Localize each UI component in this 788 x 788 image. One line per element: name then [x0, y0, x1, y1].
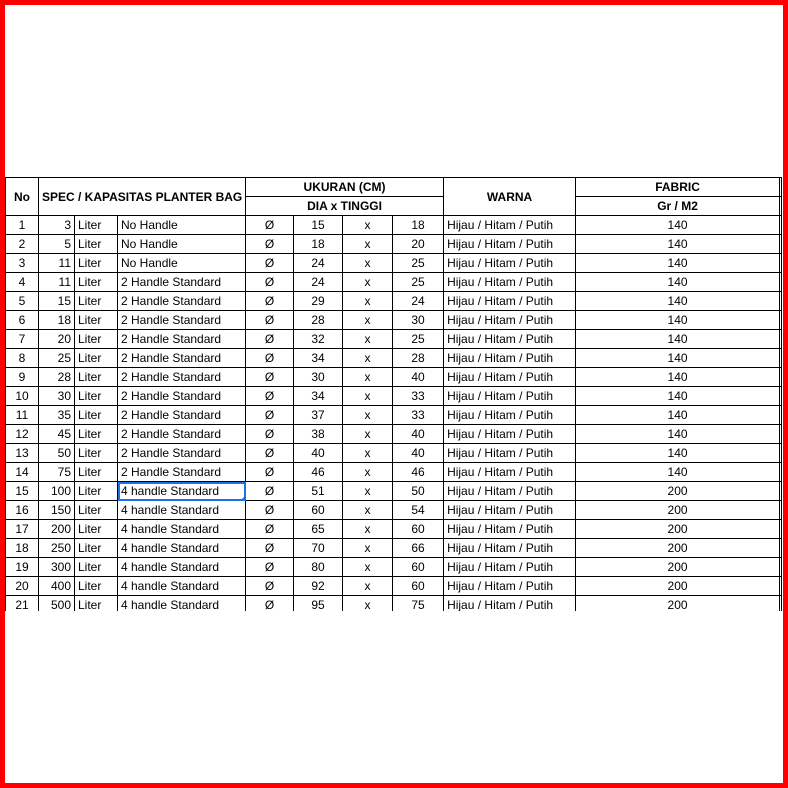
height-cell[interactable]: 50 — [393, 482, 444, 501]
extra-cell[interactable] — [780, 254, 782, 273]
handle-type-cell[interactable]: 4 handle Standard — [118, 558, 246, 577]
times-cell[interactable]: x — [343, 425, 393, 444]
handle-type-cell[interactable]: 2 Handle Standard — [118, 273, 246, 292]
unit-cell[interactable]: Liter — [75, 501, 118, 520]
handle-type-cell[interactable]: 2 Handle Standard — [118, 387, 246, 406]
color-cell[interactable]: Hijau / Hitam / Putih — [444, 311, 576, 330]
fabric-weight-cell[interactable]: 140 — [576, 406, 780, 425]
header-fabric[interactable]: FABRIC — [576, 178, 780, 197]
times-cell[interactable]: x — [343, 577, 393, 596]
diameter-cell[interactable]: 15 — [294, 216, 343, 235]
handle-type-cell[interactable]: No Handle — [118, 216, 246, 235]
times-cell[interactable]: x — [343, 444, 393, 463]
diameter-cell[interactable]: 60 — [294, 501, 343, 520]
unit-cell[interactable]: Liter — [75, 273, 118, 292]
color-cell[interactable]: Hijau / Hitam / Putih — [444, 273, 576, 292]
row-number-cell[interactable]: 11 — [6, 406, 39, 425]
table-row — [6, 444, 782, 463]
diameter-cell[interactable]: 28 — [294, 311, 343, 330]
handle-type-cell[interactable]: 2 Handle Standard — [118, 444, 246, 463]
fabric-weight-cell[interactable]: 200 — [576, 558, 780, 577]
table-row — [6, 235, 782, 254]
row-number-cell[interactable]: 6 — [6, 311, 39, 330]
color-cell[interactable]: Hijau / Hitam / Putih — [444, 501, 576, 520]
height-cell[interactable]: 54 — [393, 501, 444, 520]
diameter-cell[interactable]: 34 — [294, 349, 343, 368]
row-number-cell[interactable]: 15 — [6, 482, 39, 501]
capacity-cell[interactable]: 18 — [39, 311, 75, 330]
extra-cell[interactable] — [780, 444, 782, 463]
handle-type-cell[interactable]: 2 Handle Standard — [118, 368, 246, 387]
diameter-cell[interactable]: 32 — [294, 330, 343, 349]
times-cell[interactable]: x — [343, 387, 393, 406]
row-number-cell[interactable]: 16 — [6, 501, 39, 520]
unit-cell[interactable]: Liter — [75, 463, 118, 482]
fabric-weight-cell[interactable]: 140 — [576, 444, 780, 463]
diameter-cell[interactable]: 29 — [294, 292, 343, 311]
times-cell[interactable]: x — [343, 406, 393, 425]
unit-cell[interactable]: Liter — [75, 444, 118, 463]
unit-cell[interactable]: Liter — [75, 482, 118, 501]
table-row — [6, 463, 782, 482]
extra-cell[interactable] — [780, 501, 782, 520]
spreadsheet-area — [5, 177, 783, 611]
times-cell[interactable]: x — [343, 311, 393, 330]
header-extra-cell[interactable] — [780, 178, 782, 197]
diameter-cell[interactable]: 37 — [294, 406, 343, 425]
height-cell[interactable]: 60 — [393, 558, 444, 577]
handle-type-cell[interactable]: 2 Handle Standard — [118, 311, 246, 330]
handle-type-cell[interactable]: No Handle — [118, 235, 246, 254]
color-cell[interactable]: Hijau / Hitam / Putih — [444, 463, 576, 482]
times-cell[interactable]: x — [343, 501, 393, 520]
row-number-cell[interactable]: 7 — [6, 330, 39, 349]
row-number-cell[interactable]: 4 — [6, 273, 39, 292]
diameter-symbol-cell[interactable]: Ø — [246, 216, 294, 235]
extra-cell[interactable] — [780, 311, 782, 330]
capacity-cell[interactable]: 11 — [39, 273, 75, 292]
table-row — [6, 368, 782, 387]
times-cell[interactable]: x — [343, 216, 393, 235]
extra-cell[interactable] — [780, 273, 782, 292]
capacity-cell[interactable]: 300 — [39, 558, 75, 577]
color-cell[interactable]: Hijau / Hitam / Putih — [444, 558, 576, 577]
color-cell[interactable]: Hijau / Hitam / Putih — [444, 406, 576, 425]
capacity-cell[interactable]: 3 — [39, 216, 75, 235]
extra-cell[interactable] — [780, 292, 782, 311]
height-cell[interactable]: 46 — [393, 463, 444, 482]
height-cell[interactable]: 25 — [393, 273, 444, 292]
table-row — [6, 311, 782, 330]
unit-cell[interactable]: Liter — [75, 330, 118, 349]
capacity-cell[interactable]: 30 — [39, 387, 75, 406]
extra-cell[interactable] — [780, 577, 782, 596]
extra-cell[interactable] — [780, 558, 782, 577]
capacity-cell[interactable]: 28 — [39, 368, 75, 387]
diameter-symbol-cell[interactable]: Ø — [246, 235, 294, 254]
row-number-cell[interactable]: 17 — [6, 520, 39, 539]
times-cell[interactable]: x — [343, 292, 393, 311]
capacity-cell[interactable]: 100 — [39, 482, 75, 501]
table-row — [6, 539, 782, 558]
capacity-cell[interactable]: 150 — [39, 501, 75, 520]
row-number-cell[interactable]: 2 — [6, 235, 39, 254]
table-row — [6, 292, 782, 311]
fabric-weight-cell[interactable]: 200 — [576, 539, 780, 558]
row-number-cell[interactable]: 8 — [6, 349, 39, 368]
table-row — [6, 349, 782, 368]
height-cell[interactable]: 18 — [393, 216, 444, 235]
unit-cell[interactable]: Liter — [75, 292, 118, 311]
diameter-cell[interactable]: 65 — [294, 520, 343, 539]
times-cell[interactable]: x — [343, 539, 393, 558]
diameter-cell[interactable]: 51 — [294, 482, 343, 501]
unit-cell[interactable]: Liter — [75, 596, 118, 612]
color-cell[interactable]: Hijau / Hitam / Putih — [444, 254, 576, 273]
header-warna[interactable]: WARNA — [444, 178, 576, 216]
color-cell[interactable]: Hijau / Hitam / Putih — [444, 216, 576, 235]
times-cell[interactable]: x — [343, 463, 393, 482]
diameter-cell[interactable]: 24 — [294, 273, 343, 292]
times-cell[interactable]: x — [343, 596, 393, 612]
unit-cell[interactable]: Liter — [75, 368, 118, 387]
fabric-weight-cell[interactable]: 200 — [576, 520, 780, 539]
diameter-symbol-cell[interactable]: Ø — [246, 501, 294, 520]
capacity-cell[interactable]: 250 — [39, 539, 75, 558]
capacity-cell[interactable]: 45 — [39, 425, 75, 444]
handle-type-cell[interactable]: 2 Handle Standard — [118, 292, 246, 311]
diameter-symbol-cell[interactable]: Ø — [246, 596, 294, 612]
color-cell[interactable]: Hijau / Hitam / Putih — [444, 330, 576, 349]
diameter-cell[interactable]: 80 — [294, 558, 343, 577]
height-cell[interactable]: 33 — [393, 406, 444, 425]
row-number-cell[interactable]: 18 — [6, 539, 39, 558]
color-cell[interactable]: Hijau / Hitam / Putih — [444, 539, 576, 558]
table-row — [6, 501, 782, 520]
diameter-symbol-cell[interactable]: Ø — [246, 273, 294, 292]
height-cell[interactable]: 40 — [393, 368, 444, 387]
times-cell[interactable]: x — [343, 558, 393, 577]
height-cell[interactable]: 60 — [393, 577, 444, 596]
fabric-weight-cell[interactable]: 140 — [576, 292, 780, 311]
handle-type-cell[interactable]: 2 Handle Standard — [118, 330, 246, 349]
extra-cell[interactable] — [780, 539, 782, 558]
unit-cell[interactable]: Liter — [75, 520, 118, 539]
row-number-cell[interactable]: 1 — [6, 216, 39, 235]
table-row — [6, 596, 782, 612]
header-ukuran[interactable]: UKURAN (CM) — [246, 178, 444, 197]
color-cell[interactable]: Hijau / Hitam / Putih — [444, 444, 576, 463]
diameter-cell[interactable]: 34 — [294, 387, 343, 406]
unit-cell[interactable]: Liter — [75, 387, 118, 406]
diameter-symbol-cell[interactable]: Ø — [246, 330, 294, 349]
unit-cell[interactable]: Liter — [75, 425, 118, 444]
header-extra-cell[interactable] — [780, 197, 782, 216]
unit-cell[interactable]: Liter — [75, 216, 118, 235]
table-row — [6, 254, 782, 273]
fill-handle[interactable] — [242, 497, 246, 501]
table-row — [6, 482, 782, 501]
table-body — [6, 216, 782, 612]
capacity-cell[interactable]: 400 — [39, 577, 75, 596]
height-cell[interactable]: 40 — [393, 425, 444, 444]
diameter-symbol-cell[interactable]: Ø — [246, 577, 294, 596]
diameter-cell[interactable]: 18 — [294, 235, 343, 254]
handle-type-cell[interactable]: 2 Handle Standard — [118, 406, 246, 425]
diameter-cell[interactable]: 38 — [294, 425, 343, 444]
color-cell[interactable]: Hijau / Hitam / Putih — [444, 482, 576, 501]
unit-cell[interactable]: Liter — [75, 539, 118, 558]
diameter-symbol-cell[interactable]: Ø — [246, 311, 294, 330]
capacity-cell[interactable]: 5 — [39, 235, 75, 254]
table-row — [6, 577, 782, 596]
height-cell[interactable]: 30 — [393, 311, 444, 330]
fabric-weight-cell[interactable]: 140 — [576, 311, 780, 330]
handle-type-cell[interactable]: 2 Handle Standard — [118, 425, 246, 444]
diameter-symbol-cell[interactable]: Ø — [246, 368, 294, 387]
diameter-symbol-cell[interactable]: Ø — [246, 539, 294, 558]
diameter-symbol-cell[interactable]: Ø — [246, 349, 294, 368]
capacity-cell[interactable]: 20 — [39, 330, 75, 349]
fabric-weight-cell[interactable]: 140 — [576, 235, 780, 254]
color-cell[interactable]: Hijau / Hitam / Putih — [444, 368, 576, 387]
diameter-symbol-cell[interactable]: Ø — [246, 292, 294, 311]
extra-cell[interactable] — [780, 216, 782, 235]
color-cell[interactable]: Hijau / Hitam / Putih — [444, 577, 576, 596]
height-cell[interactable]: 33 — [393, 387, 444, 406]
height-cell[interactable]: 20 — [393, 235, 444, 254]
diameter-cell[interactable]: 40 — [294, 444, 343, 463]
handle-type-cell[interactable]: No Handle — [118, 254, 246, 273]
table-header — [6, 178, 782, 216]
handle-type-cell[interactable]: 4 handle Standard — [118, 539, 246, 558]
diameter-cell[interactable]: 70 — [294, 539, 343, 558]
row-number-cell[interactable]: 5 — [6, 292, 39, 311]
diameter-symbol-cell[interactable]: Ø — [246, 444, 294, 463]
fabric-weight-cell[interactable]: 140 — [576, 387, 780, 406]
fabric-weight-cell[interactable]: 140 — [576, 349, 780, 368]
height-cell[interactable]: 25 — [393, 330, 444, 349]
extra-cell[interactable] — [780, 425, 782, 444]
table-row — [6, 520, 782, 539]
handle-type-cell[interactable]: 4 handle Standard — [118, 501, 246, 520]
planter-bag-spec-table — [5, 177, 782, 611]
diameter-symbol-cell[interactable]: Ø — [246, 425, 294, 444]
capacity-cell[interactable]: 200 — [39, 520, 75, 539]
handle-type-cell[interactable]: 4 handle Standard — [118, 520, 246, 539]
extra-cell[interactable] — [780, 482, 782, 501]
handle-type-cell[interactable]: 2 Handle Standard — [118, 463, 246, 482]
color-cell[interactable]: Hijau / Hitam / Putih — [444, 596, 576, 612]
row-number-cell[interactable]: 12 — [6, 425, 39, 444]
diameter-symbol-cell[interactable]: Ø — [246, 254, 294, 273]
fabric-weight-cell[interactable]: 140 — [576, 254, 780, 273]
row-number-cell[interactable]: 19 — [6, 558, 39, 577]
extra-cell[interactable] — [780, 596, 782, 612]
table-row — [6, 330, 782, 349]
header-fabric-sub[interactable]: Gr / M2 — [576, 197, 780, 216]
table-row — [6, 558, 782, 577]
color-cell[interactable]: Hijau / Hitam / Putih — [444, 387, 576, 406]
table-row — [6, 273, 782, 292]
capacity-cell[interactable]: 50 — [39, 444, 75, 463]
fabric-weight-cell[interactable]: 140 — [576, 463, 780, 482]
header-ukuran-sub[interactable]: DIA x TINGGI — [246, 197, 444, 216]
height-cell[interactable]: 60 — [393, 520, 444, 539]
height-cell[interactable]: 40 — [393, 444, 444, 463]
height-cell[interactable]: 28 — [393, 349, 444, 368]
table-row — [6, 406, 782, 425]
color-cell[interactable]: Hijau / Hitam / Putih — [444, 425, 576, 444]
capacity-cell[interactable]: 75 — [39, 463, 75, 482]
times-cell[interactable]: x — [343, 349, 393, 368]
handle-type-cell[interactable]: 4 handle Standard — [118, 577, 246, 596]
row-number-cell[interactable]: 3 — [6, 254, 39, 273]
times-cell[interactable]: x — [343, 368, 393, 387]
header-no[interactable]: No — [6, 178, 39, 216]
handle-type-cell[interactable]: 4 handle Standard — [118, 596, 246, 612]
height-cell[interactable]: 75 — [393, 596, 444, 612]
capacity-cell[interactable]: 500 — [39, 596, 75, 612]
diameter-cell[interactable]: 46 — [294, 463, 343, 482]
color-cell[interactable]: Hijau / Hitam / Putih — [444, 235, 576, 254]
fabric-weight-cell[interactable]: 140 — [576, 330, 780, 349]
fabric-weight-cell[interactable]: 200 — [576, 482, 780, 501]
diameter-symbol-cell[interactable]: Ø — [246, 406, 294, 425]
diameter-symbol-cell[interactable]: Ø — [246, 558, 294, 577]
unit-cell[interactable]: Liter — [75, 349, 118, 368]
row-number-cell[interactable]: 9 — [6, 368, 39, 387]
unit-cell[interactable]: Liter — [75, 558, 118, 577]
fabric-weight-cell[interactable]: 140 — [576, 368, 780, 387]
row-number-cell[interactable]: 20 — [6, 577, 39, 596]
capacity-cell[interactable]: 15 — [39, 292, 75, 311]
diameter-symbol-cell[interactable]: Ø — [246, 463, 294, 482]
extra-cell[interactable] — [780, 330, 782, 349]
row-number-cell[interactable]: 14 — [6, 463, 39, 482]
unit-cell[interactable]: Liter — [75, 235, 118, 254]
color-cell[interactable]: Hijau / Hitam / Putih — [444, 520, 576, 539]
row-number-cell[interactable]: 13 — [6, 444, 39, 463]
header-spec[interactable]: SPEC / KAPASITAS PLANTER BAG — [39, 178, 246, 216]
unit-cell[interactable]: Liter — [75, 577, 118, 596]
extra-cell[interactable] — [780, 406, 782, 425]
times-cell[interactable]: x — [343, 235, 393, 254]
capacity-cell[interactable]: 11 — [39, 254, 75, 273]
times-cell[interactable]: x — [343, 273, 393, 292]
fabric-weight-cell[interactable]: 140 — [576, 425, 780, 444]
diameter-symbol-cell[interactable]: Ø — [246, 520, 294, 539]
diameter-symbol-cell[interactable]: Ø — [246, 482, 294, 501]
height-cell[interactable]: 25 — [393, 254, 444, 273]
diameter-cell[interactable]: 24 — [294, 254, 343, 273]
times-cell[interactable]: x — [343, 520, 393, 539]
fabric-weight-cell[interactable]: 140 — [576, 273, 780, 292]
unit-cell[interactable]: Liter — [75, 406, 118, 425]
diameter-cell[interactable]: 92 — [294, 577, 343, 596]
fabric-weight-cell[interactable]: 200 — [576, 577, 780, 596]
row-number-cell[interactable]: 10 — [6, 387, 39, 406]
times-cell[interactable]: x — [343, 482, 393, 501]
color-cell[interactable]: Hijau / Hitam / Putih — [444, 349, 576, 368]
diameter-symbol-cell[interactable]: Ø — [246, 387, 294, 406]
extra-cell[interactable] — [780, 349, 782, 368]
extra-cell[interactable] — [780, 235, 782, 254]
extra-cell[interactable] — [780, 368, 782, 387]
height-cell[interactable]: 24 — [393, 292, 444, 311]
row-number-cell[interactable]: 21 — [6, 596, 39, 612]
table-row — [6, 425, 782, 444]
capacity-cell[interactable]: 35 — [39, 406, 75, 425]
unit-cell[interactable]: Liter — [75, 254, 118, 273]
extra-cell[interactable] — [780, 520, 782, 539]
extra-cell[interactable] — [780, 463, 782, 482]
extra-cell[interactable] — [780, 387, 782, 406]
color-cell[interactable]: Hijau / Hitam / Putih — [444, 292, 576, 311]
capacity-cell[interactable]: 25 — [39, 349, 75, 368]
handle-type-cell[interactable]: 2 Handle Standard — [118, 349, 246, 368]
times-cell[interactable]: x — [343, 330, 393, 349]
table-row — [6, 387, 782, 406]
diameter-cell[interactable]: 95 — [294, 596, 343, 612]
unit-cell[interactable]: Liter — [75, 311, 118, 330]
diameter-cell[interactable]: 30 — [294, 368, 343, 387]
times-cell[interactable]: x — [343, 254, 393, 273]
height-cell[interactable]: 66 — [393, 539, 444, 558]
selected-cell[interactable]: 4 handle Standard — [118, 482, 246, 501]
fabric-weight-cell[interactable]: 140 — [576, 216, 780, 235]
fabric-weight-cell[interactable]: 200 — [576, 501, 780, 520]
table-row — [6, 216, 782, 235]
fabric-weight-cell[interactable]: 200 — [576, 596, 780, 612]
